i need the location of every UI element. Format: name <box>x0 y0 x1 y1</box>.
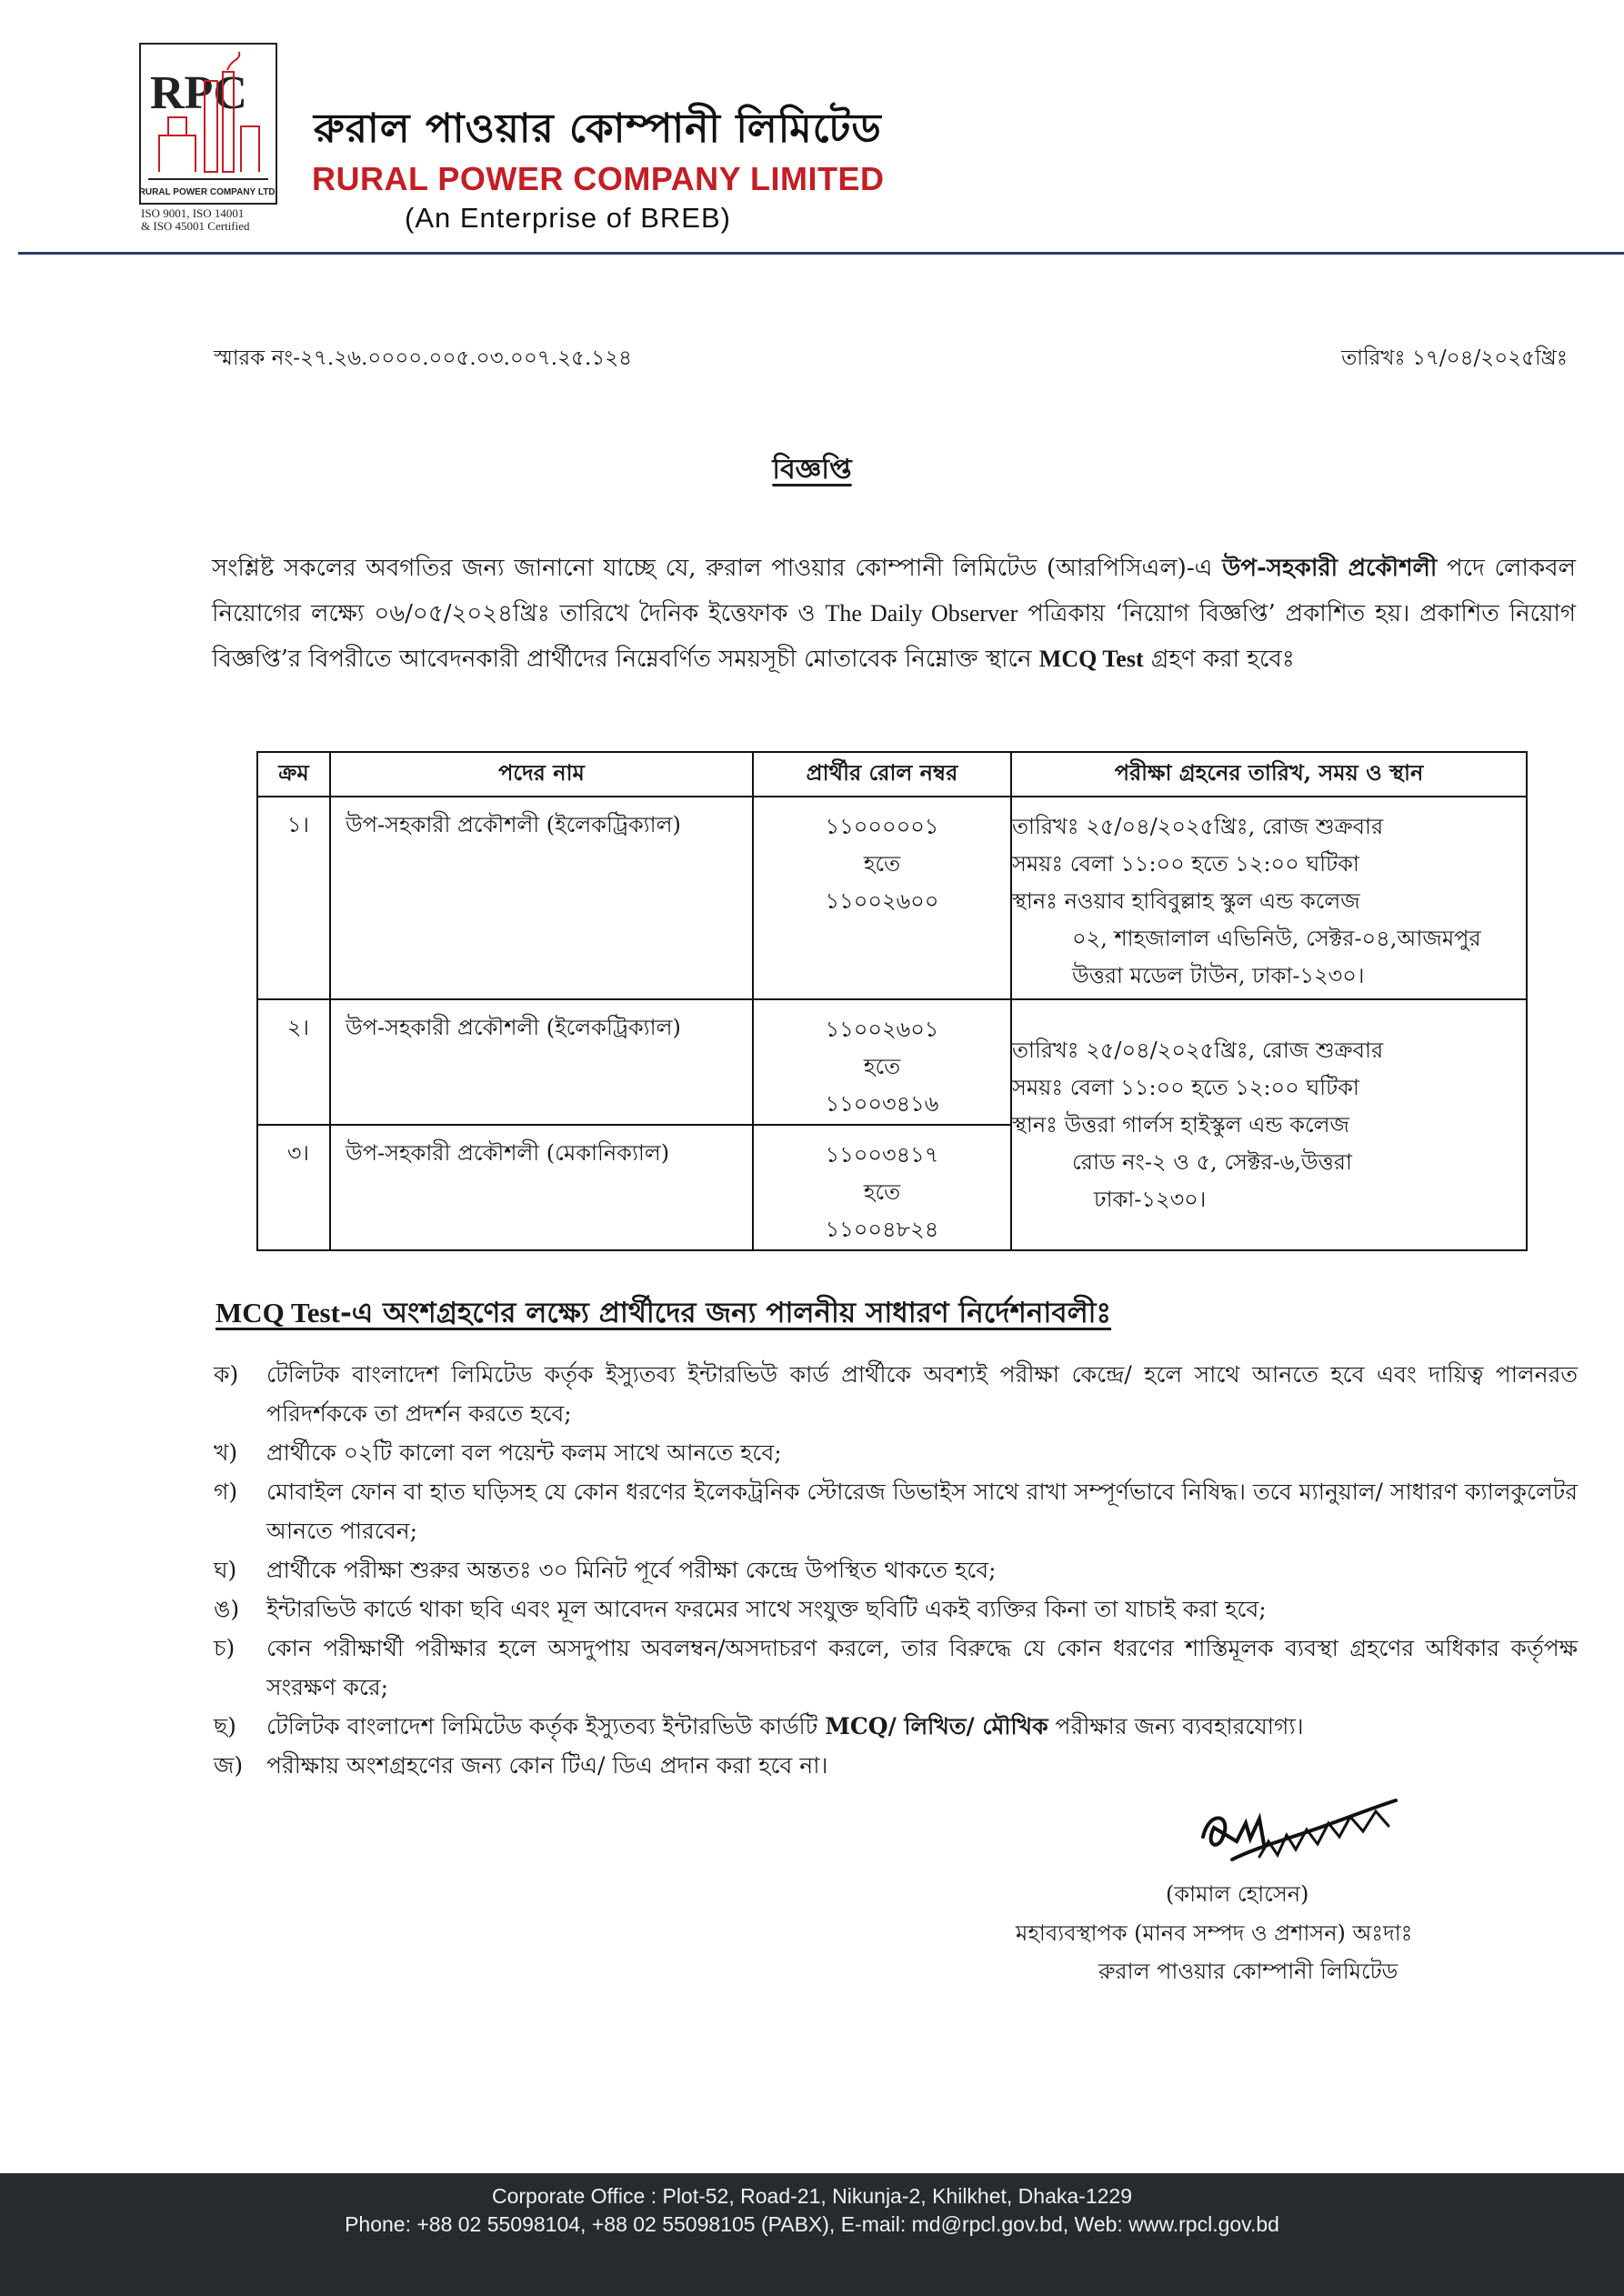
row-roll-range <box>753 999 1011 1125</box>
row-post: উপ-সহকারী প্রকৌশলী (ইলেকট্রিক্যাল) <box>330 999 753 1125</box>
table-row <box>257 999 1527 1125</box>
item-key: ছ) <box>214 1713 236 1740</box>
org-name-bengali: রুরাল পাওয়ার কোম্পানী লিমিটেড <box>314 105 882 152</box>
intro-paragraph <box>212 546 1576 682</box>
exam-schedule-table <box>256 751 1528 1251</box>
item-text: প্রার্থীকে পরীক্ষা শুরুর অন্ততঃ ৩০ মিনিট পূর্বে পরীক্ষা কেন্দ্রে উপস্থিত থাকতে হবে; <box>266 1557 997 1583</box>
list-item <box>214 1550 1578 1589</box>
row-serial: ৩। <box>257 1125 330 1250</box>
list-item <box>214 1707 1578 1746</box>
iso-line-2: & ISO 45001 Certified <box>141 219 250 233</box>
notice-title <box>0 447 1624 494</box>
logo-letters: RPC <box>150 67 247 119</box>
venue-address-2: ঢাকা-১২৩০। <box>1094 1186 1207 1212</box>
row-roll-range <box>753 797 1011 999</box>
company-logo <box>139 43 277 205</box>
instructions-heading-test: MCQ Test <box>216 1297 340 1328</box>
list-item <box>214 1472 1578 1550</box>
intro-test-name: MCQ Test <box>1038 646 1144 672</box>
venue-date: তারিখঃ ২৫/০৪/২০২৫খ্রিঃ, রোজ শুক্রবার <box>1012 1037 1384 1063</box>
venue-address-1: ০২, শাহজালাল এভিনিউ, সেক্টর-০৪,আজমপুর <box>1072 926 1481 951</box>
row-venue-1 <box>1011 797 1527 999</box>
row-post: উপ-সহকারী প্রকৌশলী (ইলেকট্রিক্যাল) <box>330 797 753 999</box>
item-text: পরীক্ষায় অংশগ্রহণের জন্য কোন টিএ/ ডিএ প্রদান করা হবে না। <box>266 1752 828 1779</box>
item-text: মোবাইল ফোন বা হাত ঘড়িসহ যে কোন ধরণের ইলেকট্রনিক স্টোরেজ ডিভাইস সাথে রাখা সম্পূর্ণভাবে নিষিদ্ধ। তবে ম্যানুয়াল/ সাধারণ ক্যালকুলেটর আনতে পারবেন; <box>266 1479 1578 1544</box>
header-post: পদের নাম <box>330 752 753 797</box>
item-key: ক) <box>214 1361 239 1388</box>
header-roll: প্রার্থীর রোল নম্বর <box>753 752 1011 797</box>
item-text <box>266 1707 1578 1746</box>
venue-time: সময়ঃ বেলা ১১:০০ হতে ১২:০০ ঘটিকা <box>1012 1074 1359 1100</box>
header-serial: ক্রম <box>257 752 330 797</box>
item-text: প্রার্থীকে ০২টি কালো বল পয়েন্ট কলম সাথে আনতে হবে; <box>266 1439 782 1466</box>
item-text: ইন্টারভিউ কার্ডে থাকা ছবি এবং মূল আবেদন ফরমের সাথে সংযুক্ত ছবিটি একই ব্যক্তির কিনা তা যাচাই করা হবে; <box>266 1596 1267 1622</box>
signature-icon <box>1196 1773 1405 1873</box>
notice-date: তারিখঃ ১৭/০৪/২০২৫খ্রিঃ <box>1341 346 1568 370</box>
item-text: টেলিটক বাংলাদেশ লিমিটেড কর্তৃক ইস্যুতব্য ইন্টারভিউ কার্ড প্রার্থীকে অবশ্যই পরীক্ষা কেন্দ্রে/ হলে সাথে আনতে হবে এবং দায়িত্ব পালনরত পরিদর্শককে তা প্রদর্শন করতে হবে; <box>266 1361 1578 1427</box>
intro-newspaper: The Daily Observer <box>825 600 1018 627</box>
roll-to: ১১০০২৬০০ <box>825 888 939 914</box>
item-key: খ) <box>214 1439 238 1466</box>
roll-to: ১১০০৪৮২৪ <box>825 1217 939 1242</box>
item-key: ঘ) <box>214 1557 237 1583</box>
roll-from: ১১০০২৬০১ <box>825 1017 939 1042</box>
row-serial: ১। <box>257 797 330 999</box>
item-text-bold: MCQ/ লিখিত/ মৌখিক <box>825 1713 1048 1740</box>
roll-to-word: হতে <box>863 851 901 877</box>
item-text-pre: টেলিটক বাংলাদেশ লিমিটেড কর্তৃক ইস্যুতব্য ইন্টারভিউ কার্ডটি <box>266 1713 826 1740</box>
list-item <box>214 1433 1578 1472</box>
table-row <box>257 797 1527 999</box>
intro-post-name: উপ-সহকারী প্রকৌশলী <box>1222 555 1438 582</box>
header-divider <box>18 252 1624 255</box>
roll-from: ১১০০০০০১ <box>825 814 939 839</box>
footer-address: Corporate Office : Plot-52, Road-21, Nikunja-2, Khilkhet, Dhaka-1229 <box>491 2184 1132 2208</box>
table-header-row <box>257 752 1527 797</box>
item-text-post: পরীক্ষার জন্য ব্যবহারযোগ্য। <box>1048 1713 1304 1740</box>
venue-address-2: উত্তরা মডেল টাউন, ঢাকা-১২৩০। <box>1072 963 1365 988</box>
row-roll-range <box>753 1125 1011 1250</box>
venue-place: স্থানঃ নওয়াব হাবিবুল্লাহ স্কুল এন্ড কলেজ <box>1012 888 1360 914</box>
iso-line-1: ISO 9001, ISO 14001 <box>141 206 245 220</box>
roll-to-word: হতে <box>863 1054 901 1079</box>
footer-bar <box>0 2173 1624 2296</box>
notice-title-text: বিজ্ঞপ্তি <box>772 454 852 486</box>
row-post: উপ-সহকারী প্রকৌশলী (মেকানিক্যাল) <box>330 1125 753 1250</box>
org-name-english: RURAL POWER COMPANY LIMITED <box>312 160 885 197</box>
list-item <box>214 1355 1578 1433</box>
power-plant-logo-icon <box>141 45 276 203</box>
list-item <box>214 1629 1578 1707</box>
signatory-name: (কামাল হোসেন) <box>1166 1881 1309 1907</box>
intro-part-2: পদে লোকবল নিয়োগের লক্ষ্যে ০৬/০৫/২০২৪খ্রিঃ তারিখে দৈনিক ইত্তেফাক ও <box>212 555 1576 627</box>
instructions-list <box>214 1355 1578 1785</box>
roll-to: ১১০০৩৪১৬ <box>825 1091 939 1117</box>
item-text: কোন পরীক্ষার্থী পরীক্ষার হলে অসদুপায় অবলম্বন/অসদাচরণ করলে, তার বিরুদ্ধে যে কোন ধরণের শাস্তিমূলক ব্যবস্থা গ্রহণের অধিকার কর্তৃপক্ষ সংরক্ষণ করে; <box>266 1635 1578 1700</box>
iso-certification <box>141 207 277 233</box>
intro-part-1: সংশ্লিষ্ট সকলের অবগতির জন্য জানানো যাচ্ছে যে, রুরাল পাওয়ার কোম্পানী লিমিটেড (আরপিসিএল)-এ <box>212 555 1223 582</box>
instructions-heading-rest: -এ অংশগ্রহণের লক্ষ্যে প্রার্থীদের জন্য পালনীয় সাধারণ নির্দেশনাবলীঃ <box>339 1297 1112 1329</box>
venue-time: সময়ঃ বেলা ১১:০০ হতে ১২:০০ ঘটিকা <box>1012 851 1359 877</box>
header-exam-info: পরীক্ষা গ্রহনের তারিখ, সময় ও স্থান <box>1011 752 1527 797</box>
handwritten-signature <box>1196 1773 1405 1877</box>
venue-address-1: রোড নং-২ ও ৫, সেক্টর-৬,উত্তরা <box>1072 1148 1352 1175</box>
item-key: গ) <box>214 1479 238 1505</box>
logo-company-caption: RURAL POWER COMPANY LTD. <box>141 187 276 197</box>
item-key: ঙ) <box>214 1596 240 1622</box>
roll-from: ১১০০৩৪১৭ <box>825 1142 939 1168</box>
item-key: চ) <box>214 1635 236 1661</box>
list-item <box>214 1589 1578 1629</box>
item-key: জ) <box>214 1752 244 1779</box>
org-subtitle: (An Enterprise of BREB) <box>405 202 731 234</box>
signatory-organization: রুরাল পাওয়ার কোম্পানী লিমিটেড <box>1098 1959 1398 1984</box>
signatory-designation: মহাব্যবস্থাপক (মানব সম্পদ ও প্রশাসন) অঃদাঃ <box>1016 1920 1413 1946</box>
venue-date: তারিখঃ ২৫/০৪/২০২৫খ্রিঃ, রোজ শুক্রবার <box>1012 814 1384 839</box>
footer-contact: Phone: +88 02 55098104, +88 02 55098105 (PABX), E-mail: md@rpcl.gov.bd, Web: www.rpcl.gov.bd <box>345 2212 1279 2236</box>
intro-part-3: পত্রিকায় ‘নিয়োগ বিজ্ঞপ্তি’ প্রকাশিত হয়। প্রকাশিত নিয়োগ বিজ্ঞপ্তি’র বিপরীতে আবেদনকারী প্রার্থীদের নিম্নেবর্ণিত সময়সূচী মোতাবেক নিম্নোক্ত স্থানে <box>212 600 1576 673</box>
memo-number: স্মারক নং-২৭.২৬.০০০০.০০৫.০৩.০০৭.২৫.১২৪ <box>214 346 633 370</box>
row-venue-2 <box>1011 999 1527 1250</box>
instructions-heading <box>216 1291 1111 1338</box>
roll-to-word: হতে <box>863 1179 901 1205</box>
intro-part-4: গ্রহণ করা হবেঃ <box>1143 646 1295 673</box>
row-serial: ২। <box>257 999 330 1125</box>
venue-place: স্থানঃ উত্তরা গার্লস হাইস্কুল এন্ড কলেজ <box>1012 1111 1349 1138</box>
